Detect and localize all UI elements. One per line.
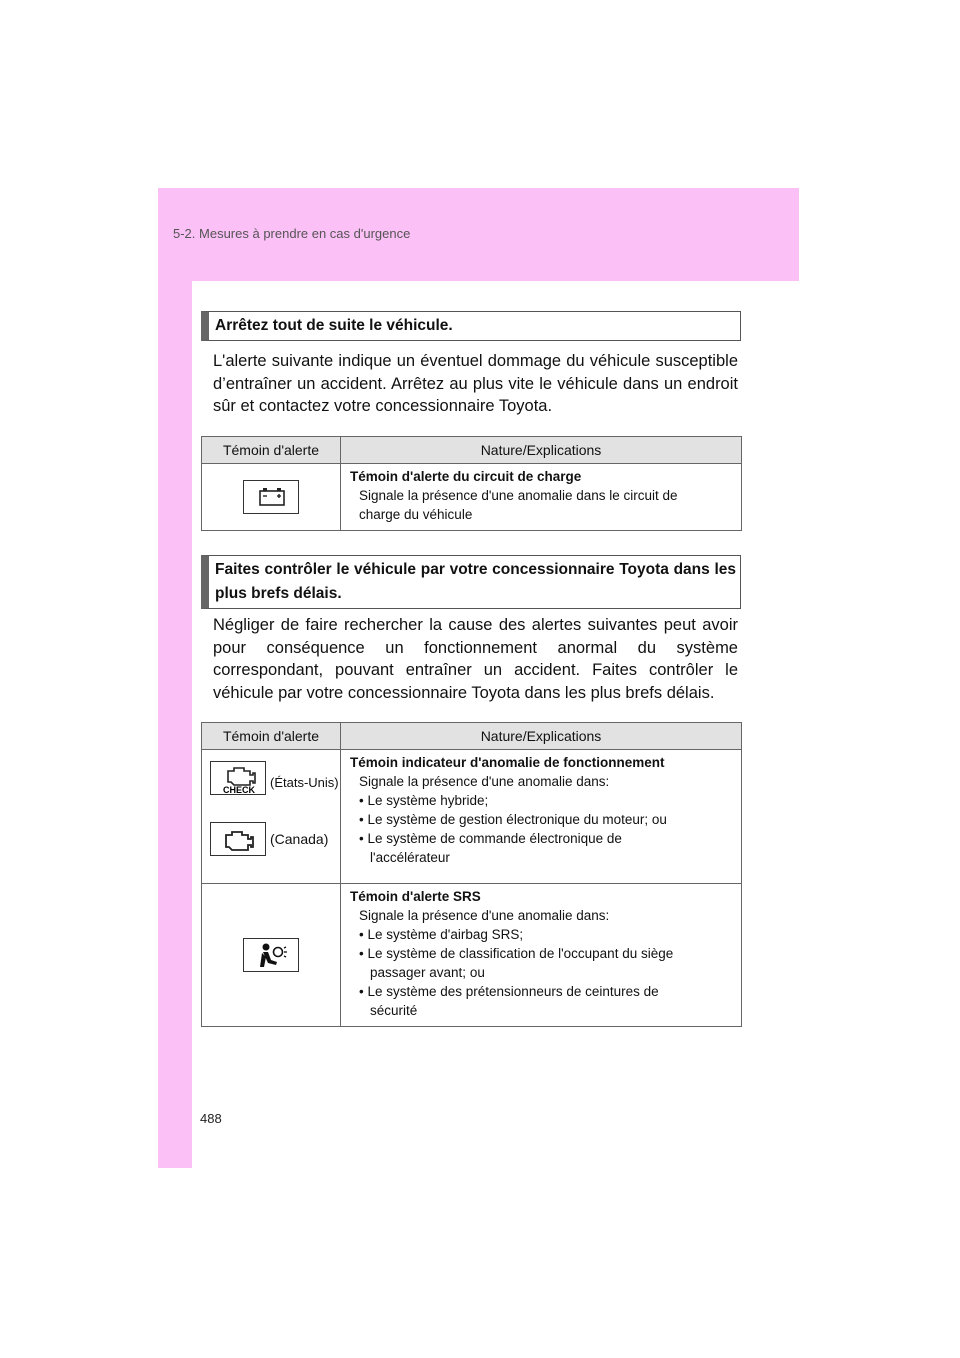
warning-table-stop [201,436,742,531]
warning-table-check [201,722,742,1027]
charge-warning-desc-1: Signale la présence d'une anomalie dans le circuit de [359,488,678,503]
srs-bullet-2: • Le système de classification de l'occupant du siège [359,946,674,961]
heading-stop-vehicle: Arrêtez tout de suite le véhicule. [201,311,741,341]
label-canada: (Canada) [270,831,329,847]
chapter-side-band [158,281,192,1168]
label-usa: (États-Unis) [270,775,339,790]
paragraph-have-checked: Négliger de faire rechercher la cause des alertes suivantes peut avoir pour conséquence un fonctionnement anormal du système correspondant, pouvant entraîner un accident. Faites contrôler le véhicule par votre concessionnaire Toyota dans les plus brefs délais. [213,616,738,702]
srs-bullet-2-cont: passager avant; ou [370,965,485,980]
mil-intro: Signale la présence d'une anomalie dans: [359,774,610,789]
check-label: CHECK [222,785,256,795]
battery-charge-icon [243,480,299,514]
table-row [202,464,742,531]
srs-bullet-1: • Le système d'airbag SRS; [359,927,524,942]
table-row [202,750,742,884]
srs-bullet-3: • Le système des prétensionneurs de ceintures de [359,984,659,999]
table-row [202,884,742,1027]
engine-icon [210,822,266,856]
column-header-explanation: Nature/Explications [341,437,742,464]
paragraph-stop-vehicle: L'alerte suivante indique un éventuel dommage du véhicule susceptible d’entraîner un accident. Arrêtez au plus vite le véhicule dans un endroit sûr et contactez votre concessionnaire Toyota. [213,352,738,415]
heading-have-checked: Faites contrôler le véhicule par votre concessionnaire Toyota dans les plus brefs délais. [201,555,741,609]
mil-bullet-3-cont: l'accélérateur [370,850,450,865]
mil-bullet-1: • Le système hybride; [359,793,489,808]
srs-title: Témoin d'alerte SRS [350,889,481,904]
srs-bullet-3-cont: sécurité [370,1003,418,1018]
column-header-explanation: Nature/Explications [341,723,742,750]
mil-bullet-3: • Le système de commande électronique de [359,831,622,846]
mil-title: Témoin indicateur d'anomalie de fonctionnement [350,755,665,770]
column-header-indicator: Témoin d'alerte [202,437,341,464]
srs-intro: Signale la présence d'une anomalie dans: [359,908,610,923]
airbag-srs-icon [243,938,299,972]
column-header-indicator: Témoin d'alerte [202,723,341,750]
page-number: 488 [200,1111,222,1126]
charge-warning-desc-2: charge du véhicule [359,507,473,522]
charge-warning-title: Témoin d'alerte du circuit de charge [350,469,582,484]
section-title: 5-2. Mesures à prendre en cas d'urgence [173,226,411,241]
mil-bullet-2: • Le système de gestion électronique du moteur; ou [359,812,667,827]
engine-check-icon [210,761,266,795]
